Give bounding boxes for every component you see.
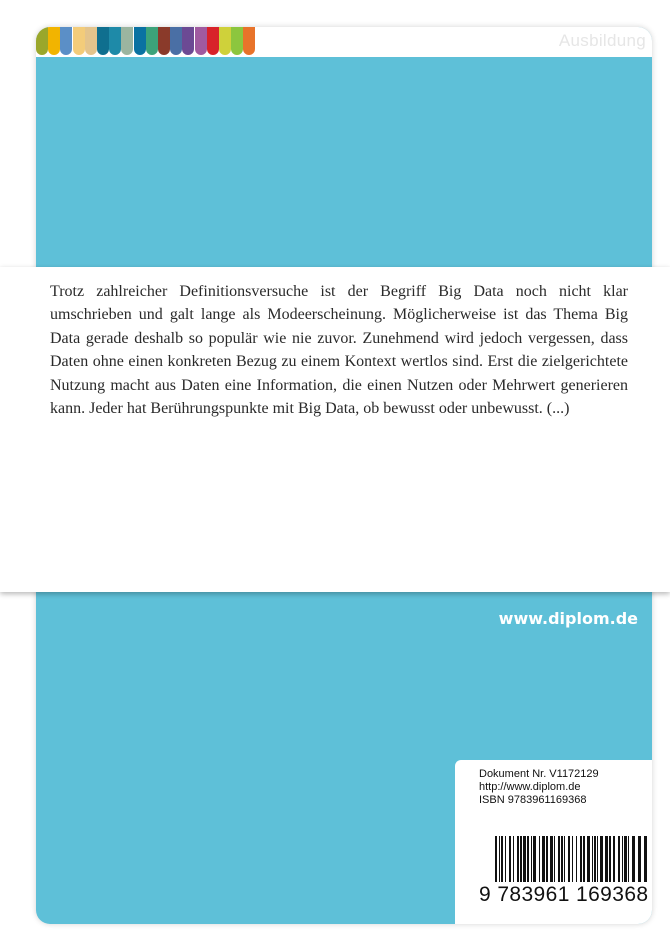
color-tab	[219, 27, 231, 55]
cover-top-strip	[36, 27, 652, 57]
barcode-bar	[613, 836, 615, 882]
barcode-bar	[527, 836, 529, 882]
barcode-bar	[505, 836, 506, 882]
barcode-bar	[576, 836, 577, 882]
barcode-bar	[580, 836, 582, 882]
barcode-bar	[542, 836, 545, 882]
barcode-bar	[594, 836, 596, 882]
color-tab	[158, 27, 170, 55]
color-tab	[146, 27, 158, 55]
website-line: http://www.diplom.de	[479, 781, 581, 793]
barcode-bar	[564, 836, 565, 882]
barcode-bar	[517, 836, 519, 882]
barcode-bar	[550, 836, 553, 882]
barcode-bar	[622, 836, 623, 882]
barcode-bar	[638, 836, 641, 882]
barcode-bar	[572, 836, 573, 882]
barcode-bar	[583, 836, 585, 882]
color-tab	[207, 27, 219, 55]
barcode-bar	[513, 836, 514, 882]
isbn-digits: 9 783961 169368	[479, 883, 649, 906]
barcode-bar	[499, 836, 500, 882]
color-tab	[170, 27, 182, 55]
barcode-bar	[644, 836, 647, 882]
barcode-bar	[546, 836, 548, 882]
barcode-bar	[605, 836, 608, 882]
barcode-bar	[592, 836, 593, 882]
color-tab	[60, 27, 72, 55]
color-tab	[243, 27, 255, 55]
barcode-bar	[554, 836, 555, 882]
barcode-bar	[523, 836, 526, 882]
barcode	[495, 836, 647, 882]
barcode-bar	[520, 836, 522, 882]
document-number: Dokument Nr. V1172129	[479, 768, 599, 780]
color-tab	[195, 27, 207, 55]
publisher-url: www.diplom.de	[498, 609, 638, 628]
color-tab	[134, 27, 146, 55]
isbn-line: ISBN 9783961169368	[479, 794, 587, 806]
color-tab	[97, 27, 109, 55]
color-tab	[73, 27, 85, 55]
series-label: Ausbildung	[558, 31, 646, 50]
barcode-bar	[531, 836, 532, 882]
color-tab	[36, 27, 48, 55]
color-tab	[109, 27, 121, 55]
barcode-bar	[587, 836, 590, 882]
barcode-bar	[501, 836, 503, 882]
color-tab	[231, 27, 243, 55]
book-description: Trotz zahlreicher Definitionsversuche ist der Begriff Big Data noch nicht klar umschrieben und galt lange als Modeerscheinung. Möglicherweise ist das Thema Big Data gerade deshalb so populär wie nie zuvor. Zunehmend wird jedoch vergessen, dass Daten ohne einen konkreten Bezug zu einem Kontext wertlos sind. Erst die zielgerichtete Nutzung macht aus Daten eine Information, die einen Nutzen oder Mehrwert generieren kann. Jeder hat Berührungspunkte mit Big Data, ob bewusst oder unbewusst. (...)	[50, 283, 628, 418]
barcode-bar	[600, 836, 603, 882]
color-tab	[48, 27, 60, 55]
barcode-bar	[624, 836, 627, 882]
barcode-bar	[561, 836, 563, 882]
barcode-label	[455, 760, 652, 924]
barcode-bar	[568, 836, 570, 882]
barcode-bar	[609, 836, 611, 882]
barcode-bar	[558, 836, 560, 882]
barcode-bar	[495, 836, 497, 882]
barcode-bar	[618, 836, 620, 882]
color-tab	[85, 27, 97, 55]
description-band	[0, 267, 670, 592]
color-tab	[182, 27, 194, 55]
barcode-bar	[509, 836, 511, 882]
barcode-bar	[597, 836, 598, 882]
barcode-bar	[628, 836, 629, 882]
barcode-bar	[539, 836, 540, 882]
color-tab	[121, 27, 133, 55]
barcode-bar	[533, 836, 536, 882]
barcode-bar	[632, 836, 635, 882]
